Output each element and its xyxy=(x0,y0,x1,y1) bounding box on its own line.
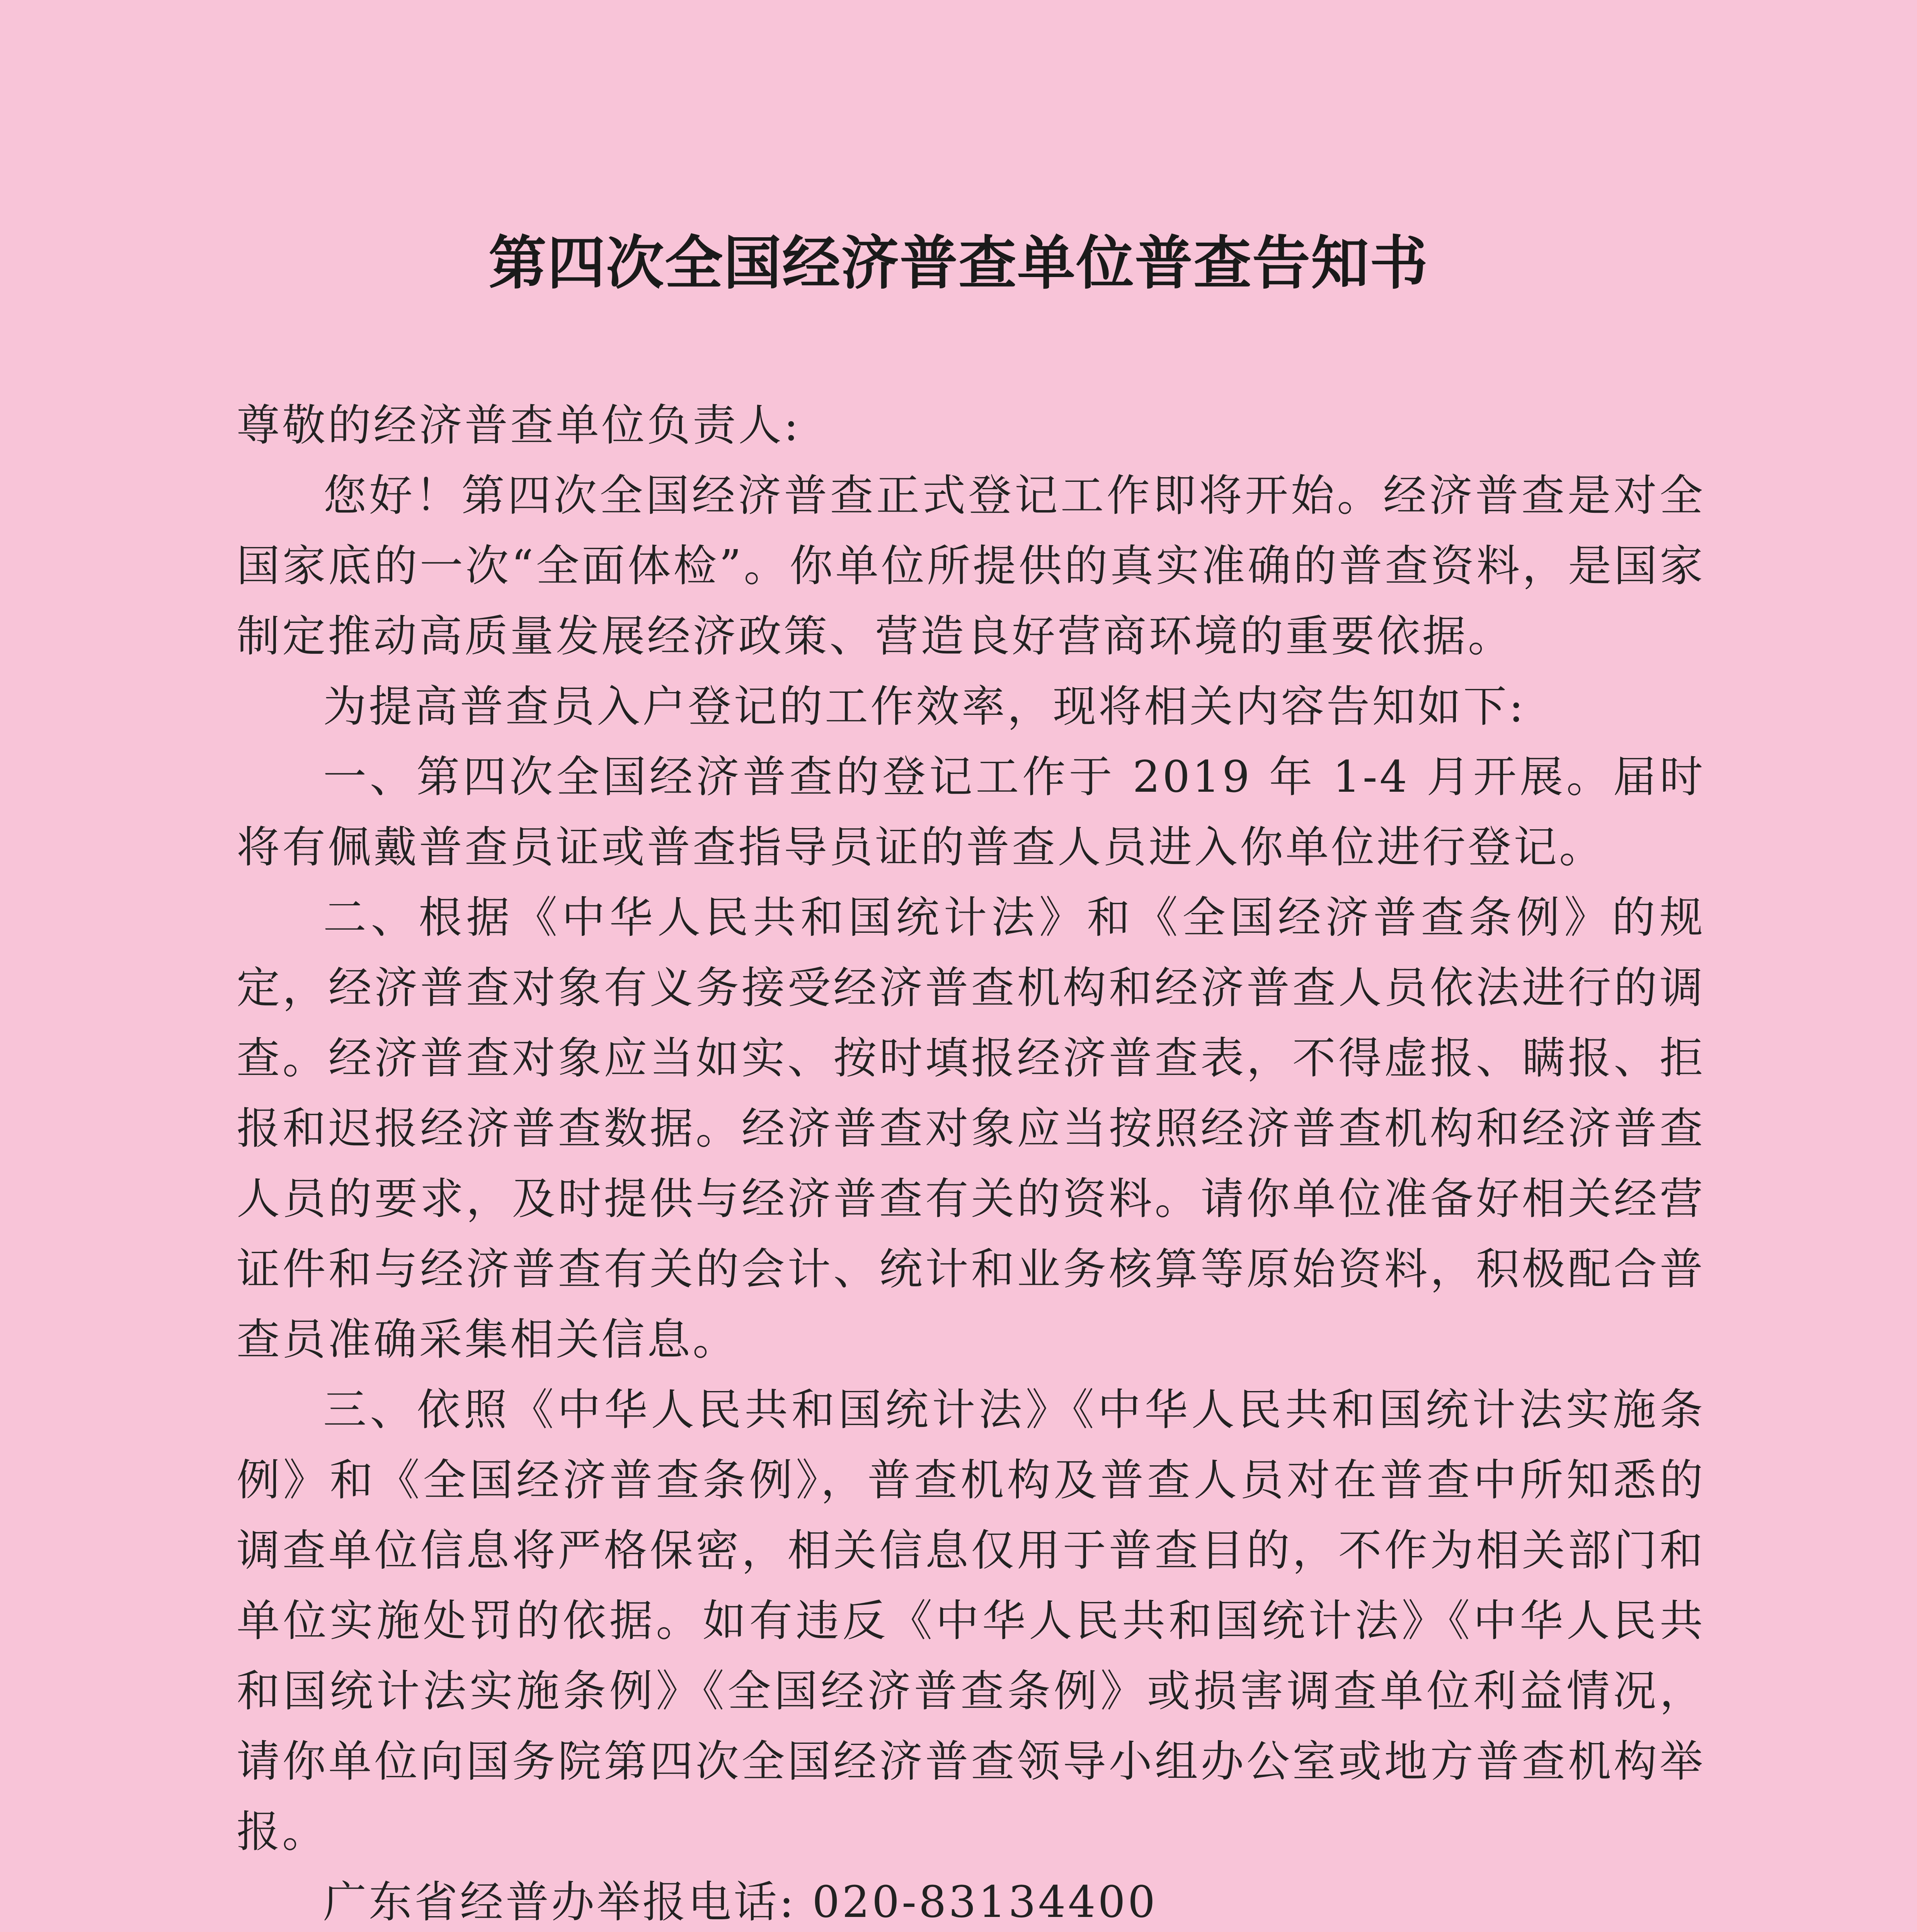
document-title: 第四次全国经济普查单位普查告知书 xyxy=(488,230,1428,297)
paragraph-intro: 为提高普查员入户登记的工作效率，现将相关内容告知如下: xyxy=(323,682,1526,732)
document-body xyxy=(237,390,1705,1932)
paragraph-item-2: 二、根据《中华人民共和国统计法》和《全国经济普查条例》的规定，经济普查对象有义务接受经济普查机构和经济普查人员依法进行的调查。经济普查对象应当如实、按时填报经济普查表，不得虚报、瞒报、拒报和迟报经济普查数据。经济普查对象应当按照经济普查机构和经济普查人员的要求，及时提供与经济普查有关的资料。请你单位准备好相关经营证件和与经济普查有关的会计、统计和业务核算等原始资料，积极配合普查员准确采集相关信息。 xyxy=(237,893,1705,1365)
paragraph-item-1: 一、第四次全国经济普查的登记工作于 2019 年 1-4 月开展。届时将有佩戴普查员证或普查指导员证的普查人员进入你单位进行登记。 xyxy=(237,752,1705,872)
salutation: 尊敬的经济普查单位负责人: xyxy=(237,400,801,451)
contact-line: 广东省经普办举报电话: 020-83134400 xyxy=(323,1877,1158,1927)
paragraph-item-3: 三、依照《中华人民共和国统计法》《中华人民共和国统计法实施条例》和《全国经济普查条例》，普查机构及普查人员对在普查中所知悉的调查单位信息将严格保密，相关信息仅用于普查目的，不作为相关部门和单位实施处罚的依据。如有违反《中华人民共和国统计法》《中华人民共和国统计法实施条例》《全国经济普查条例》或损害调查单位利益情况，请你单位向国务院第四次全国经济普查领导小组办公室或地方普查机构举报。 xyxy=(237,1385,1705,1857)
paragraph-greeting: 您好！第四次全国经济普查正式登记工作即将开始。经济普查是对全国家底的一次“全面体检”。你单位所提供的真实准确的普查资料，是国家制定推动高质量发展经济政策、营造良好营商环境的重要依据。 xyxy=(237,471,1705,662)
